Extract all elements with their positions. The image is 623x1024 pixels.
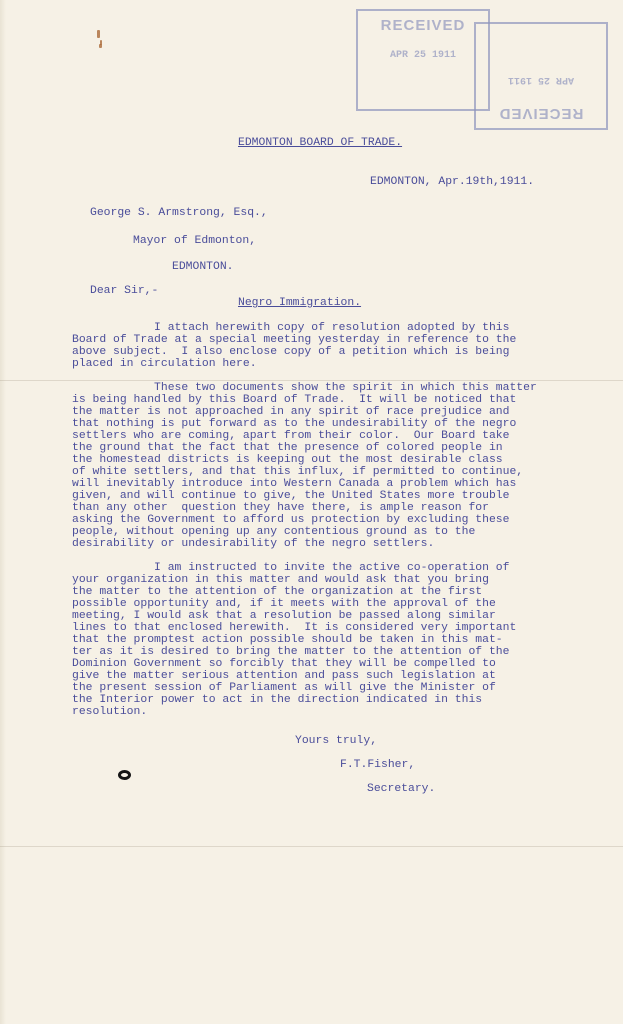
body-line: the homestead districts is keeping out the most desirable class bbox=[72, 454, 503, 466]
body-line: that the promptest action possible should be taken in this mat- bbox=[72, 634, 503, 646]
body-line: I attach herewith copy of resolution adopted by this bbox=[72, 322, 510, 334]
body-line: the matter to the attention of the organization at the first bbox=[72, 586, 483, 598]
stamp-date-inverted: APR 25 1911 bbox=[508, 74, 575, 85]
recipient-city: EDMONTON. bbox=[172, 261, 234, 273]
ink-blot bbox=[118, 770, 131, 780]
signature: F.T.Fisher, bbox=[340, 759, 416, 771]
body-line: resolution. bbox=[72, 706, 148, 718]
body-line: possible opportunity and, if it meets with the approval of the bbox=[72, 598, 496, 610]
received-stamp-inverted bbox=[474, 22, 608, 130]
body-line: placed in circulation here. bbox=[72, 358, 257, 370]
recipient-title: Mayor of Edmonton, bbox=[133, 235, 257, 247]
body-line: lines to that enclosed herewith. It is considered very important bbox=[72, 622, 517, 634]
page-edge-shadow bbox=[0, 0, 6, 1024]
body-line: is being handled by this Board of Trade. It will be noticed that bbox=[72, 394, 517, 406]
valediction: Yours truly, bbox=[295, 735, 378, 747]
body-line: desirability or undesirability of the negro settlers. bbox=[72, 538, 435, 550]
rust-mark bbox=[99, 44, 102, 48]
stamp-date: APR 25 1911 bbox=[389, 50, 456, 61]
body-line: given, and will continue to give, the United States more trouble bbox=[72, 490, 510, 502]
salutation: Dear Sir,- bbox=[90, 285, 159, 297]
body-line: that nothing is put forward as to the undesirability of the negro bbox=[72, 418, 517, 430]
body-line: the ground that the fact that the presence of colored people in bbox=[72, 442, 503, 454]
body-line: people, without opening up any contentious ground as to the bbox=[72, 526, 476, 538]
body-line: I am instructed to invite the active co-operation of bbox=[72, 562, 510, 574]
body-line: your organization in this matter and would ask that you bring bbox=[72, 574, 489, 586]
fold-crease bbox=[0, 380, 623, 381]
body-line: meeting, I would ask that a resolution be passed along similar bbox=[72, 610, 496, 622]
body-line: the Interior power to act in the direction indicated in this bbox=[72, 694, 483, 706]
recipient-name: George S. Armstrong, Esq., bbox=[90, 207, 268, 219]
body-line: ter as it is desired to bring the matter to the attention of the bbox=[72, 646, 510, 658]
received-stamp bbox=[356, 9, 490, 111]
letterhead: EDMONTON BOARD OF TRADE. bbox=[238, 137, 403, 149]
body-line: will inevitably introduce into Western Canada a problem which has bbox=[72, 478, 517, 490]
body-line: above subject. I also enclose copy of a petition which is being bbox=[72, 346, 510, 358]
body-line: Dominion Government so forcibly that they will be compelled to bbox=[72, 658, 496, 670]
body-line: Board of Trade at a special meeting yesterday in reference to the bbox=[72, 334, 517, 346]
subject-heading: Negro Immigration. bbox=[238, 297, 362, 309]
body-line: the matter is not approached in any spirit of race prejudice and bbox=[72, 406, 510, 418]
body-line: settlers who are coming, apart from their color. Our Board take bbox=[72, 430, 510, 442]
body-line: give the matter serious attention and pass such legislation at bbox=[72, 670, 496, 682]
stamp-word-inverted: RECEIVED bbox=[498, 105, 584, 122]
body-line: of white settlers, and that this influx, if permitted to continue, bbox=[72, 466, 524, 478]
dateline: EDMONTON, Apr.19th,1911. bbox=[370, 176, 535, 188]
stamp-word: RECEIVED bbox=[380, 17, 466, 34]
fold-crease bbox=[0, 846, 623, 847]
body-line: than any other question they have there, is ample reason for bbox=[72, 502, 489, 514]
body-line: These two documents show the spirit in which this matter bbox=[72, 382, 537, 394]
body-line: the present session of Parliament as will give the Minister of bbox=[72, 682, 496, 694]
rust-mark bbox=[97, 30, 100, 38]
body-line: asking the Government to afford us protection by excluding these bbox=[72, 514, 510, 526]
signatory-title: Secretary. bbox=[367, 783, 436, 795]
